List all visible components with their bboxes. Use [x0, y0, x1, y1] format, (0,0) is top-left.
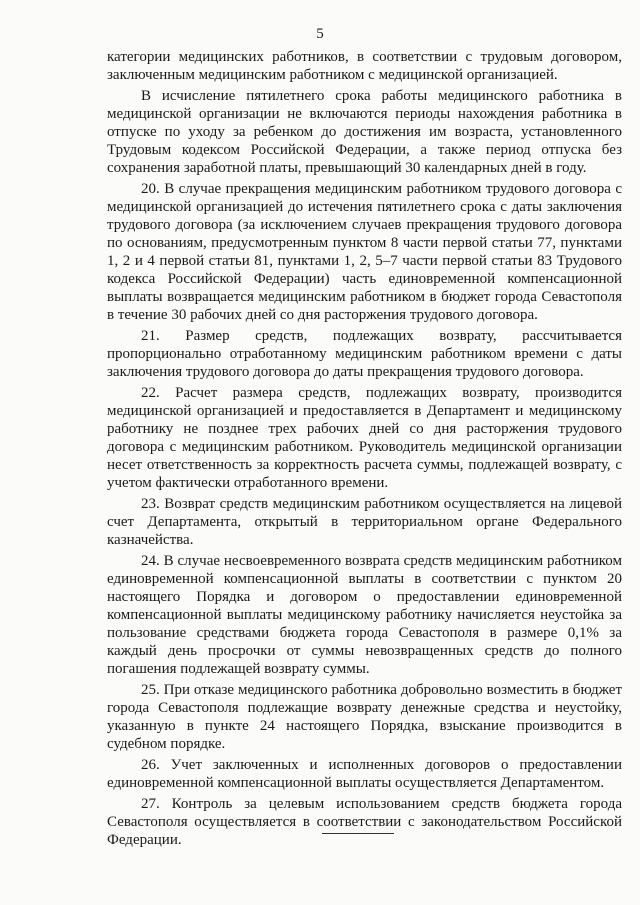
paragraph-21: 21. Размер средств, подлежащих возврату, рассчитывается пропорционально отработанному медицинским работником времени с даты заключения трудового договора до даты прекращения трудового договора.	[107, 328, 622, 380]
paragraph-22: 22. Расчет размера средств, подлежащих возврату, производится медицинской организацией и предоставляется в Департамент и медицинскому работнику не позднее трех рабочих дней со дня расторжения трудового договора с медицинским работником. Руководитель медицинской организации несет ответственность за корректность расчета суммы, подлежащей возврату, с учетом фактически отработанного времени.	[107, 385, 622, 491]
end-of-text-rule	[322, 833, 394, 834]
paragraph-23: 23. Возврат средств медицинским работником осуществляется на лицевой счет Департамента, открытый в территориальном органе Федерального казначейства.	[107, 496, 622, 548]
paragraph-20: 20. В случае прекращения медицинским работником трудового договора с медицинской организацией до истечения пятилетнего срока с даты заключения трудового договора (за исключением случаев прекращения трудового договора по основаниям, предусмотренным пунктом 8 части первой статьи 77, пунктами 1, 2 и 4 первой статьи 81, пунктами 1, 2, 5–7 части первой статьи 83 Трудового кодекса Российской Федерации) часть единовременной компенсационной выплаты возвращается медицинским работником в бюджет города Севастополя в течение 30 рабочих дней со дня расторжения трудового договора.	[107, 181, 622, 323]
paragraph-excluded-periods: В исчисление пятилетнего срока работы медицинского работника в медицинской организации не включаются периоды нахождения работника в отпуске по уходу за ребенком до достижения им возраста, установленного Трудовым кодексом Российской Федерации, а также период отпуска без сохранения заработной платы, превышающий 30 календарных дней в году.	[107, 88, 622, 176]
paragraph-26: 26. Учет заключенных и исполненных договоров о предоставлении единовременной компенсационной выплаты осуществляется Департаментом.	[107, 757, 622, 791]
paragraph-24: 24. В случае несвоевременного возврата средств медицинским работником единовременной компенсационной выплаты в соответствии с пунктом 20 настоящего Порядка и договором о предоставлении единовременной компенсационной выплаты медицинскому работнику начисляется неустойка за пользование средствами бюджета города Севастополя в размере 0,1% за каждый день просрочки от суммы невозвращенных средств до полного погашения подлежащей возврату суммы.	[107, 553, 622, 677]
paragraph-continuation: категории медицинских работников, в соответствии с трудовым договором, заключенным медицинским работником с медицинской организацией.	[107, 49, 622, 83]
page-number: 5	[316, 26, 324, 42]
paragraph-27: 27. Контроль за целевым использованием средств бюджета города Севастополя осуществляется в соответствии с законодательством Российской Федерации.	[107, 796, 622, 848]
document-body	[107, 48, 622, 852]
paragraph-25: 25. При отказе медицинского работника добровольно возместить в бюджет города Севастополя подлежащие возврату денежные средства и неустойку, указанную в пункте 24 настоящего Порядка, взыскание производится в судебном порядке.	[107, 682, 622, 752]
